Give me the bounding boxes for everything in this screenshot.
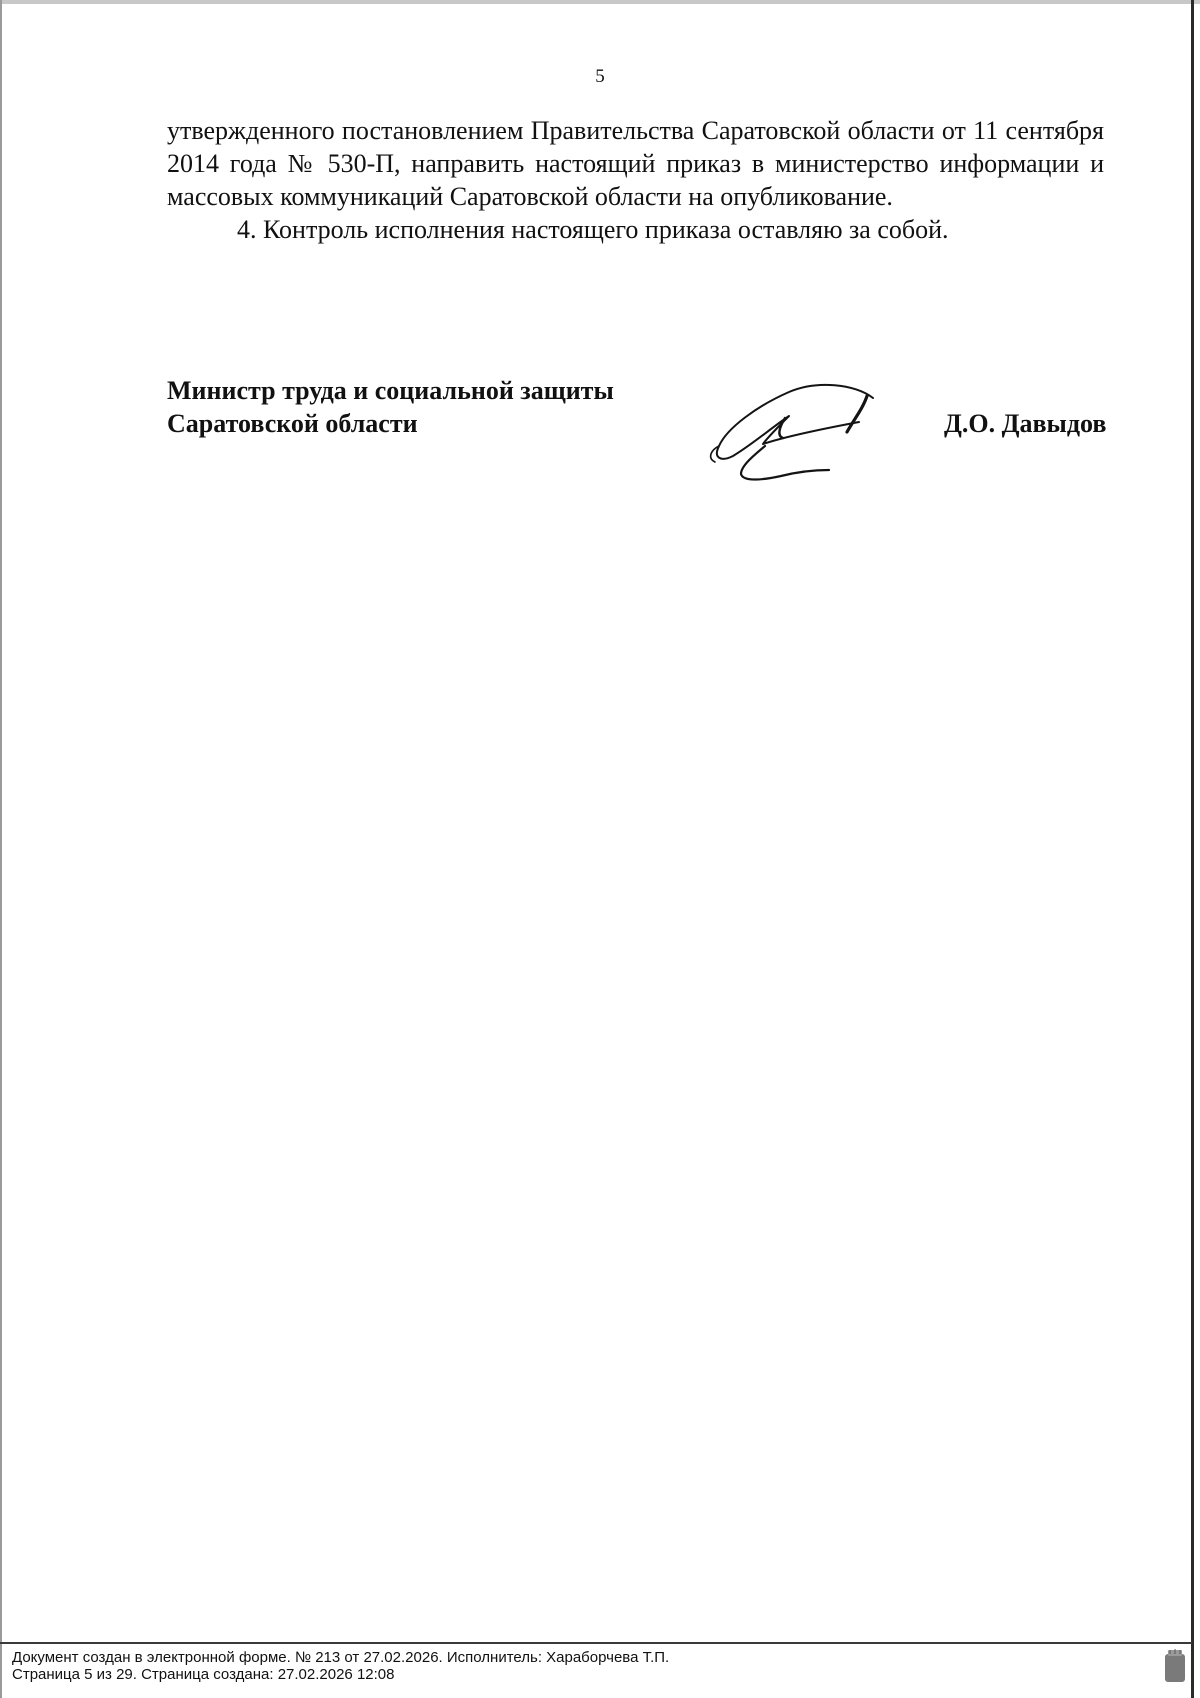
paragraph-control: 4. Контроль исполнения настоящего приказа оставляю за собой. [237,215,949,244]
footer-divider [0,1642,1192,1644]
page-top-edge [0,0,1200,4]
footer-page-info: Страница 5 из 29. Страница создана: 27.02.2026 12:08 [12,1666,395,1683]
document-body [167,114,1104,246]
page-number: 5 [595,66,605,87]
document-emblem-icon [1163,1648,1187,1684]
signer-position [167,374,687,440]
footer-document-info: Документ создан в электронной форме. № 213 от 27.02.2026. Исполнитель: Хараборчева Т.П. [12,1649,670,1666]
signature-icon [697,366,907,496]
page-left-edge [0,0,2,1698]
paragraph-publication: утвержденного постановлением Правительства Саратовской области от 11 сентября 2014 года № 530-П, направить настоящий приказ в министерство информации и массовых коммуникаций Саратовской области на опубликование. [167,116,1104,211]
signer-name: Д.О. Давыдов [944,409,1107,438]
document-footer [12,1649,669,1683]
signer-position-line-1: Министр труда и социальной защиты [167,376,614,405]
page-right-edge [1191,0,1194,1698]
signer-position-line-2: Саратовской области [167,409,418,438]
